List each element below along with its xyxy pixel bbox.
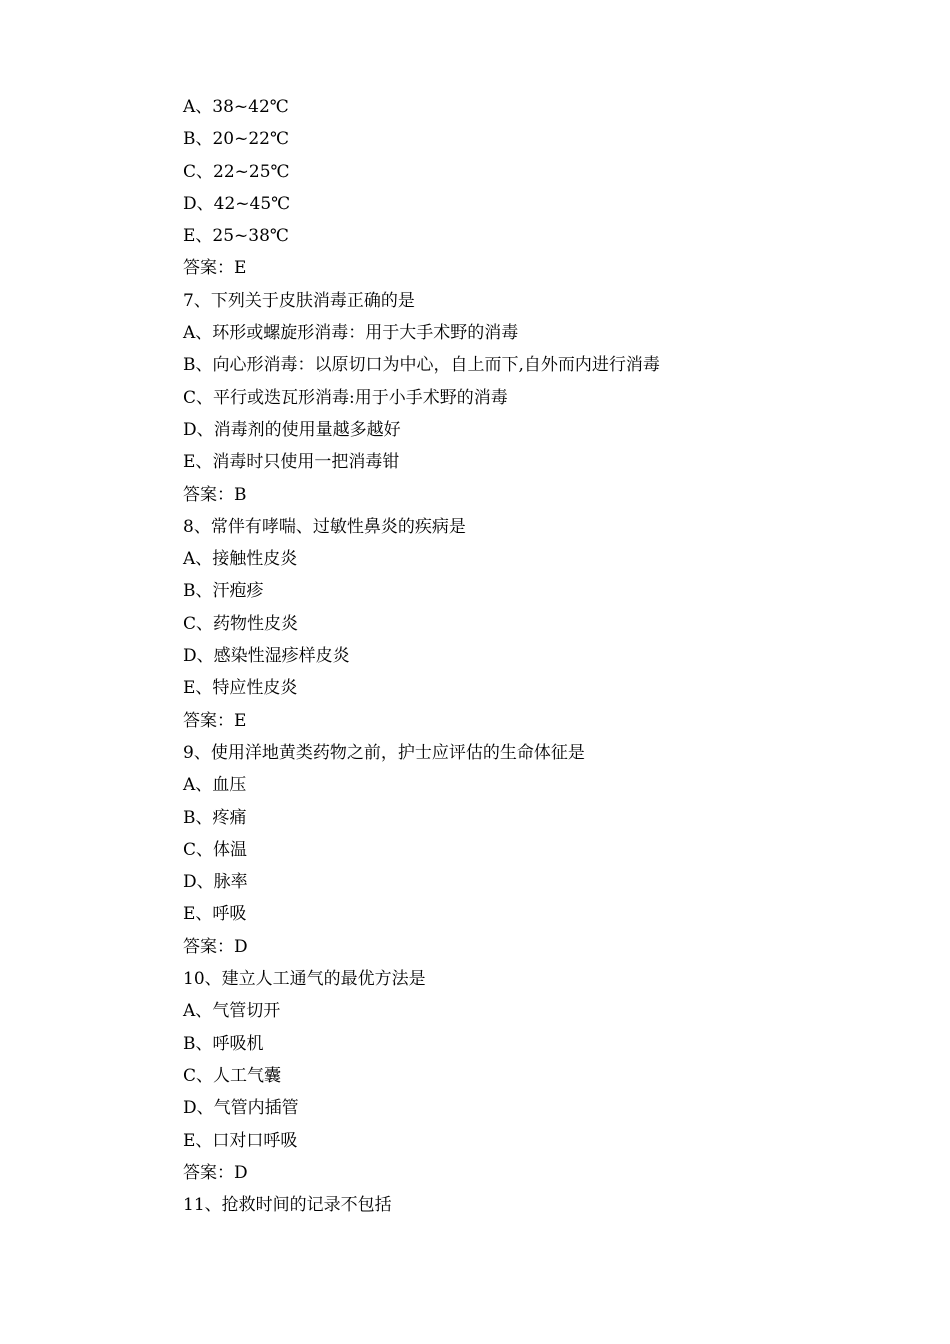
option-b-q8: B、汗疱疹 <box>183 581 264 602</box>
answer-q7: 答案：B <box>183 484 247 505</box>
option-a-q7: A、环形或螺旋形消毒：用于大手术野的消毒 <box>183 323 519 344</box>
question-11: 11、抢救时间的记录不包括 <box>183 1195 392 1216</box>
question-9: 9、使用洋地黄类药物之前，护士应评估的生命体征是 <box>183 742 585 763</box>
question-10: 10、建立人工通气的最优方法是 <box>183 969 426 990</box>
option-a-q9: A、血压 <box>183 775 247 796</box>
answer-q10: 答案：D <box>183 1162 248 1183</box>
option-d-q8: D、感染性湿疹样皮炎 <box>183 646 350 667</box>
option-c-q9: C、体温 <box>183 839 248 860</box>
option-d-q10: D、气管内插管 <box>183 1098 299 1119</box>
option-d-q7: D、消毒剂的使用量越多越好 <box>183 419 401 440</box>
option-e-q10: E、口对口呼吸 <box>183 1130 298 1151</box>
option-c-q10: C、人工气囊 <box>183 1065 282 1086</box>
question-7: 7、下列关于皮肤消毒正确的是 <box>183 290 415 311</box>
option-c-q8: C、药物性皮炎 <box>183 613 299 634</box>
option-a-q8: A、接触性皮炎 <box>183 549 298 570</box>
answer-q9: 答案：D <box>183 936 248 957</box>
option-d-q6: D、42~45℃ <box>183 193 291 214</box>
option-e-q9: E、呼吸 <box>183 904 247 925</box>
option-a-q10: A、气管切开 <box>183 1001 281 1022</box>
option-d-q9: D、脉率 <box>183 872 248 893</box>
option-b-q9: B、疼痛 <box>183 807 247 828</box>
option-c-q7: C、平行或迭瓦形消毒:用于小手术野的消毒 <box>183 387 508 408</box>
answer-q8: 答案：E <box>183 710 247 731</box>
option-e-q6: E、25~38℃ <box>183 226 289 247</box>
question-8: 8、常伴有哮喘、过敏性鼻炎的疾病是 <box>183 516 466 537</box>
document-body <box>183 91 883 1221</box>
option-a-q6: A、38~42℃ <box>183 97 289 117</box>
option-c-q6: C、22~25℃ <box>183 161 290 182</box>
answer-q6: 答案：E <box>183 258 247 279</box>
option-e-q8: E、特应性皮炎 <box>183 678 298 699</box>
option-e-q7: E、消毒时只使用一把消毒钳 <box>183 452 400 473</box>
option-b-q7: B、向心形消毒：以原切口为中心，自上而下,自外而内进行消毒 <box>183 355 660 376</box>
option-b-q6: B、20~22℃ <box>183 129 290 150</box>
option-b-q10: B、呼吸机 <box>183 1033 264 1054</box>
